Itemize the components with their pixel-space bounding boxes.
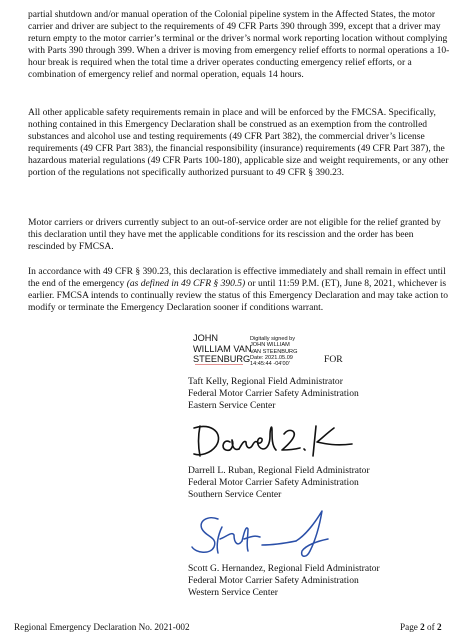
effective-text-a: In accordance with 49 CFR § 390.23, this declaration is effective immediately and shall remain in effect until the end of the emergency	[28, 266, 446, 289]
signatory-block-western	[188, 563, 380, 599]
signatory-agency: Federal Motor Carrier Safety Administration	[188, 476, 359, 488]
signatory-name-title: Scott G. Hernandez, Regional Field Administrator	[188, 563, 380, 574]
footer-page-number: Page 2 of 2	[400, 622, 442, 632]
effective-text-italic: (as defined in 49 CFR § 390.5)	[126, 277, 246, 289]
signatory-center: Southern Service Center	[188, 488, 282, 500]
paragraph-effective-period	[28, 266, 452, 314]
footer-declaration-number: Regional Emergency Declaration No. 2021-002	[14, 622, 190, 632]
handwritten-signature-hernandez	[188, 505, 338, 563]
signatory-center: Eastern Service Center	[188, 399, 276, 411]
digital-signature	[193, 333, 363, 377]
digital-signature-details: Digitally signed by JOHN WILLIAM VAN STEENBURG Date: 2021.05.09 14:45:44 -04'00'	[250, 336, 298, 368]
handwritten-signature-ruban	[186, 420, 356, 462]
signatory-agency: Federal Motor Carrier Safety Administration	[188, 574, 359, 586]
for-label: FOR	[324, 354, 343, 365]
digital-signature-name: JOHN WILLIAM VAN STEENBURG	[193, 333, 252, 365]
signatory-agency: Federal Motor Carrier Safety Administration	[188, 387, 359, 399]
signatory-center: Western Service Center	[188, 586, 278, 598]
signatory-name-title: Darrell L. Ruban, Regional Field Administrator	[188, 465, 370, 476]
paragraph-safety-requirements: All other applicable safety requirements remain in place and will be enforced by the FMCSA. Specifically, nothing contained in this Emergency Declaration shall be construed as an exemption from the controlled substances and alcohol use and testing requirements (49 CFR Part 382), the commercial driver’s license requirements (49 CFR Part 383), the financial responsibility (insurance) requirements (49 CFR Part 387), the hazardous material regulations (49 CFR Parts 100-180), applicable size and weight requirements, or any other portion of the regulations not specifically authorized pursuant to 49 CFR § 390.23.	[28, 107, 449, 178]
effective-text-b: or until 11:59 P.M. (ET), June 8, 2021, whichever is earlier. FMCSA intends to continually review the status of this Emergency Declaration and may take action to modify or terminate the Emergency Declaration sooner if conditions warrant.	[28, 277, 449, 313]
paragraph-out-of-service: Motor carriers or drivers currently subject to an out-of-service order are not eligible for the relief granted by this declaration until they have met the applicable conditions for its rescission and the order has been rescinded by FMCSA.	[28, 217, 441, 252]
signature-field-line	[195, 364, 243, 365]
signatory-name-title: Taft Kelly, Regional Field Administrator	[188, 376, 343, 387]
signatory-block-eastern	[188, 376, 359, 412]
signatory-block-southern	[188, 465, 370, 501]
paragraph-relief-conditions: partial shutdown and/or manual operation of the Colonial pipeline system in the Affected States, the motor carrier and driver are subject to the requirements of 49 CFR Parts 390 through 399, except that a driver may return empty to the motor carrier’s terminal or the driver’s normal work reporting location without complying with Parts 390 through 399. When a driver is moving from emergency relief efforts to normal operations a 10-hour break is required when the total time a driver operates conducting emergency relief efforts, or a combination of emergency relief and normal operation, equals 14 hours.	[28, 9, 450, 80]
